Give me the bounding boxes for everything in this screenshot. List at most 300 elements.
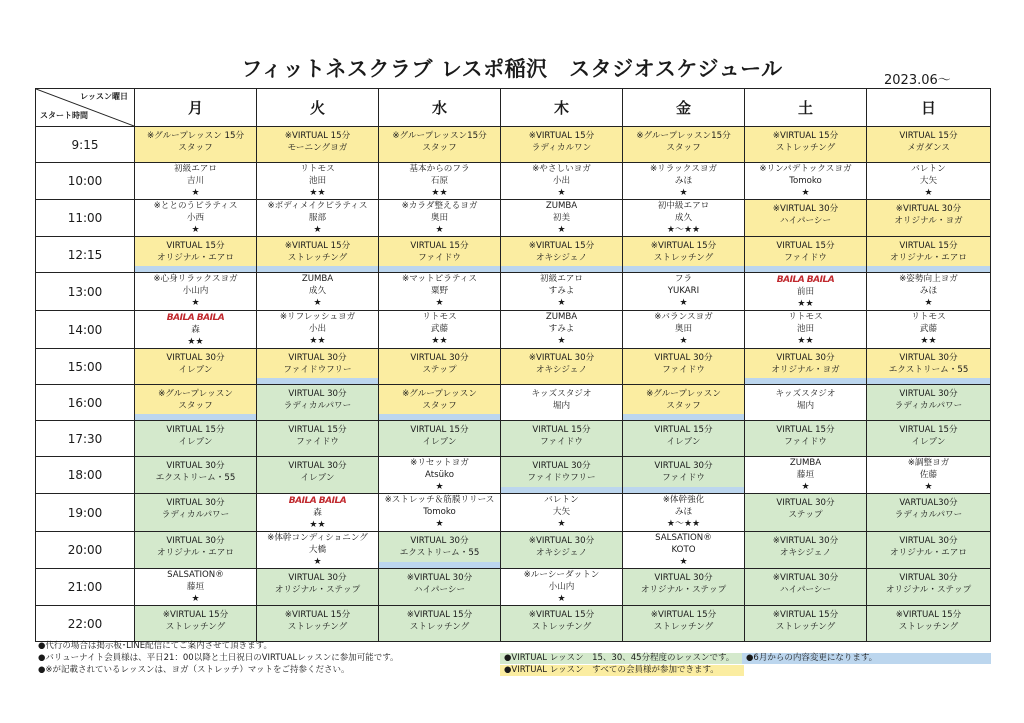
lesson-name: VIRTUAL 15分	[776, 425, 835, 435]
lesson-name: ※VIRTUAL 15分	[772, 610, 839, 620]
lesson-detail: オキシジェノ	[779, 548, 832, 558]
lesson-detail: 吉川	[186, 176, 205, 186]
schedule-row	[36, 385, 991, 421]
lesson-name: ※ととのうピラティス	[153, 201, 238, 211]
lesson-cell	[501, 127, 623, 163]
lesson-detail: オキシジェノ	[535, 253, 588, 263]
lesson-detail: ストレッチング	[165, 622, 226, 632]
lesson-name: ※VIRTUAL 30分	[528, 536, 595, 546]
lesson-name: ※体幹コンディショニング	[267, 533, 368, 543]
lesson-detail: ハイパーシー	[779, 216, 832, 226]
difficulty-stars: ★	[924, 482, 933, 492]
schedule-row	[36, 569, 991, 606]
lesson-detail: オリジナル・エアロ	[890, 548, 967, 558]
content-change-marker	[379, 414, 500, 420]
lesson-cell	[867, 532, 991, 569]
content-change-marker	[623, 414, 744, 420]
time-cell: 16:00	[36, 385, 135, 421]
lesson-detail: ハイパーシー	[779, 585, 832, 595]
lesson-cell	[745, 494, 867, 532]
legend-change: ●6月からの内容変更になります。	[742, 653, 991, 664]
lesson-name: ※姿勢向上ヨガ	[899, 274, 958, 284]
lesson-cell	[379, 311, 501, 349]
schedule-row	[36, 421, 991, 457]
legend-all-members: ●VIRTUAL レッスン すべての会員様が参加できます。	[500, 665, 744, 676]
lesson-detail: 奥田	[430, 213, 449, 223]
lesson-cell	[257, 237, 379, 273]
difficulty-stars: ★	[313, 557, 322, 567]
lesson-detail: ファイドウ	[540, 437, 583, 447]
lesson-cell	[501, 163, 623, 200]
lesson-name: VARTUAL30分	[899, 498, 958, 508]
lesson-cell	[379, 273, 501, 311]
content-change-marker	[623, 266, 744, 272]
difficulty-stars: ★★	[797, 336, 814, 346]
lesson-detail: 奥田	[674, 324, 693, 334]
lesson-cell	[501, 349, 623, 385]
lesson-name: VIRTUAL 15分	[654, 425, 713, 435]
lesson-name: ※VIRTUAL 15分	[528, 131, 595, 141]
lesson-cell	[623, 349, 745, 385]
difficulty-stars: ★	[924, 188, 933, 198]
lesson-detail: ファイドウ	[784, 253, 827, 263]
time-cell: 14:00	[36, 311, 135, 349]
lesson-name: ※VIRTUAL 15分	[284, 131, 351, 141]
lesson-cell	[501, 421, 623, 457]
lesson-detail: 堀内	[552, 401, 571, 411]
lesson-name: ※カラダ整えるヨガ	[401, 201, 478, 211]
schedule-row	[36, 606, 991, 642]
lesson-cell	[867, 127, 991, 163]
lesson-cell	[745, 569, 867, 606]
lesson-detail: エクストリーム・55	[155, 473, 236, 483]
lesson-detail: ファイドウ	[418, 253, 461, 263]
lesson-name: ※VIRTUAL 15分	[650, 610, 717, 620]
lesson-name: キッズスタジオ	[531, 389, 592, 399]
lesson-detail: ストレッチング	[653, 253, 714, 263]
time-cell: 22:00	[36, 606, 135, 642]
lesson-name: VIRTUAL 15分	[899, 131, 958, 141]
lesson-name: VIRTUAL 30分	[288, 389, 347, 399]
lesson-detail: 成久	[308, 286, 327, 296]
lesson-cell	[501, 606, 623, 642]
lesson-name: ※VIRTUAL 15分	[772, 131, 839, 141]
lesson-name: VIRTUAL 15分	[899, 425, 958, 435]
lesson-name: リトモス	[911, 312, 946, 322]
lesson-detail: 藤垣	[186, 582, 205, 592]
lesson-detail: 大矢	[552, 507, 571, 517]
lesson-detail: ファイドウ	[784, 437, 827, 447]
lesson-detail: ファイドウフリー	[527, 473, 596, 483]
lesson-detail: ラディカルパワー	[161, 510, 230, 520]
content-change-marker	[867, 266, 990, 272]
lesson-cell	[135, 494, 257, 532]
difficulty-stars: ★	[801, 482, 810, 492]
lesson-cell	[623, 494, 745, 532]
lesson-cell	[135, 127, 257, 163]
lesson-name: VIRTUAL 15分	[532, 425, 591, 435]
lesson-detail: ラディカルパワー	[283, 401, 352, 411]
difficulty-stars: ★	[191, 594, 200, 604]
lesson-detail: オリジナル・エアロ	[157, 253, 234, 263]
lesson-detail: 大矢	[919, 176, 938, 186]
lesson-detail: ステップ	[788, 510, 823, 520]
lesson-detail: ラディカルパワー	[894, 510, 963, 520]
lesson-name: ※VIRTUAL 30分	[772, 573, 839, 583]
lesson-name: ※やさしいヨガ	[532, 164, 591, 174]
lesson-detail: ストレッチング	[287, 622, 348, 632]
lesson-cell	[867, 349, 991, 385]
lesson-name: ※リラックスヨガ	[649, 164, 718, 174]
lesson-name: ※VIRTUAL 30分	[772, 204, 839, 214]
note-line: ●※が記載されているレッスンは、ヨガ（ストレッチ）マットをご持参ください。	[38, 665, 350, 675]
lesson-cell	[745, 273, 867, 311]
lesson-name: VIRTUAL 15分	[776, 241, 835, 251]
notes	[38, 640, 399, 676]
difficulty-stars: ★★	[309, 520, 326, 530]
lesson-cell	[501, 200, 623, 237]
lesson-cell	[379, 457, 501, 494]
lesson-cell	[257, 606, 379, 642]
lesson-name: リトモス	[300, 164, 335, 174]
lesson-cell	[135, 421, 257, 457]
lesson-detail: すみよ	[548, 286, 575, 296]
difficulty-stars: ★	[557, 225, 566, 235]
day-header: 日	[867, 89, 991, 127]
lesson-cell	[745, 237, 867, 273]
lesson-cell	[623, 457, 745, 494]
lesson-name: VIRTUAL 30分	[654, 353, 713, 363]
difficulty-stars: ★	[924, 298, 933, 308]
lesson-detail: イレブン	[178, 437, 213, 447]
time-cell: 11:00	[36, 200, 135, 237]
lesson-cell	[623, 606, 745, 642]
content-change-marker	[745, 378, 866, 384]
difficulty-stars: ★	[557, 594, 566, 604]
lesson-cell	[257, 421, 379, 457]
schedule-row	[36, 457, 991, 494]
lesson-name: 初級エアロ	[540, 274, 583, 284]
time-cell: 9:15	[36, 127, 135, 163]
difficulty-stars: ★	[679, 188, 688, 198]
lesson-cell	[379, 385, 501, 421]
lesson-detail: ステップ	[422, 365, 457, 375]
content-change-marker	[379, 562, 500, 568]
lesson-cell	[135, 200, 257, 237]
lesson-cell	[867, 237, 991, 273]
lesson-name: VIRTUAL 30分	[288, 353, 347, 363]
difficulty-stars: ★	[801, 188, 810, 198]
lesson-cell	[867, 200, 991, 237]
lesson-cell	[379, 421, 501, 457]
lesson-name: SALSATION®	[167, 570, 224, 580]
lesson-cell	[501, 385, 623, 421]
time-cell: 12:15	[36, 237, 135, 273]
baila-baila-logo: BAILA BAILA	[288, 496, 347, 506]
lesson-name: ※グループレッスン	[402, 389, 477, 399]
lesson-detail: ラディカルパワー	[894, 401, 963, 411]
lesson-name: ※グループレッスン15分	[392, 131, 487, 141]
lesson-detail: ラディカルワン	[531, 143, 592, 153]
lesson-detail: YUKARI	[667, 286, 700, 296]
lesson-cell	[623, 163, 745, 200]
lesson-detail: オリジナル・ステップ	[885, 585, 972, 595]
lesson-detail: オリジナル・ステップ	[640, 585, 727, 595]
lesson-detail: オリジナル・ステップ	[274, 585, 361, 595]
lesson-name: フラ	[674, 274, 693, 284]
difficulty-stars: ★	[679, 298, 688, 308]
content-change-marker	[257, 266, 378, 272]
difficulty-stars: ★	[557, 298, 566, 308]
lesson-cell	[257, 163, 379, 200]
lesson-detail: 小出	[552, 176, 571, 186]
lesson-detail: Atsüko	[425, 470, 454, 480]
schedule-row	[36, 494, 991, 532]
lesson-cell	[379, 532, 501, 569]
difficulty-stars: ★	[313, 225, 322, 235]
lesson-cell	[501, 311, 623, 349]
lesson-name: ※グループレッスン	[158, 389, 233, 399]
difficulty-stars: ★★	[309, 336, 326, 346]
lesson-detail: 小西	[186, 213, 205, 223]
lesson-detail: ファイドウ	[296, 437, 339, 447]
lesson-name: 初中級エアロ	[657, 201, 710, 211]
lesson-cell	[135, 163, 257, 200]
lesson-detail: オリジナル・ヨガ	[771, 365, 840, 375]
lesson-name: ※グループレッスン 15分	[146, 131, 245, 141]
lesson-name: リトモス	[788, 312, 823, 322]
difficulty-stars: ★	[435, 482, 444, 492]
lesson-name: ※リセットヨガ	[410, 458, 469, 468]
lesson-detail: イレブン	[178, 365, 213, 375]
lesson-cell	[257, 457, 379, 494]
lesson-detail: みほ	[919, 286, 938, 296]
lesson-name: ※VIRTUAL 15分	[162, 610, 229, 620]
lesson-detail: 小出	[308, 324, 327, 334]
lesson-name: VIRTUAL 30分	[288, 573, 347, 583]
difficulty-stars: ★～★★	[666, 225, 701, 235]
lesson-name: VIRTUAL 30分	[166, 536, 225, 546]
lesson-name: ※VIRTUAL 30分	[895, 204, 962, 214]
lesson-name: ※リフレッシュヨガ	[279, 312, 356, 322]
corner-cell	[36, 89, 135, 127]
lesson-name: VIRTUAL 30分	[166, 353, 225, 363]
lesson-name: ※VIRTUAL 30分	[406, 573, 473, 583]
lesson-cell	[501, 457, 623, 494]
lesson-detail: みほ	[674, 176, 693, 186]
lesson-cell	[623, 237, 745, 273]
time-cell: 20:00	[36, 532, 135, 569]
lesson-name: バレトン	[544, 495, 579, 505]
lesson-cell	[379, 163, 501, 200]
lesson-name: ※VIRTUAL 15分	[284, 610, 351, 620]
schedule-date: 2023.06～	[884, 73, 951, 88]
lesson-cell	[501, 569, 623, 606]
lesson-cell	[135, 349, 257, 385]
lesson-detail: オリジナル・エアロ	[157, 548, 234, 558]
day-header: 金	[623, 89, 745, 127]
difficulty-stars: ★	[191, 298, 200, 308]
lesson-detail: 武藤	[919, 324, 938, 334]
lesson-name: VIRTUAL 15分	[899, 241, 958, 251]
lesson-cell	[257, 532, 379, 569]
lesson-name: VIRTUAL 30分	[654, 461, 713, 471]
lesson-cell	[135, 273, 257, 311]
lesson-name: ※VIRTUAL 15分	[895, 610, 962, 620]
difficulty-stars: ★★	[187, 337, 204, 347]
lesson-detail: 服部	[308, 213, 327, 223]
lesson-detail: スタッフ	[422, 143, 457, 153]
lesson-cell	[745, 385, 867, 421]
lesson-cell	[379, 200, 501, 237]
lesson-cell	[379, 494, 501, 532]
lesson-name: VIRTUAL 15分	[410, 241, 469, 251]
difficulty-stars: ★～★★	[666, 519, 701, 529]
content-change-marker	[745, 266, 866, 272]
lesson-detail: 前田	[796, 287, 815, 297]
difficulty-stars: ★	[557, 336, 566, 346]
lesson-name: ※VIRTUAL 30分	[772, 536, 839, 546]
time-cell: 19:00	[36, 494, 135, 532]
schedule-row	[36, 532, 991, 569]
lesson-detail: 大橋	[308, 545, 327, 555]
lesson-detail: エクストリーム・55	[888, 365, 969, 375]
time-cell: 17:30	[36, 421, 135, 457]
difficulty-stars: ★	[435, 225, 444, 235]
lesson-cell	[501, 532, 623, 569]
lesson-cell	[867, 421, 991, 457]
lesson-name: ※体幹強化	[662, 495, 705, 505]
schedule-row	[36, 237, 991, 273]
lesson-name: VIRTUAL 15分	[166, 241, 225, 251]
difficulty-stars: ★	[557, 519, 566, 529]
content-change-marker	[501, 266, 622, 272]
lesson-cell	[867, 569, 991, 606]
lesson-cell	[501, 237, 623, 273]
time-cell: 10:00	[36, 163, 135, 200]
lesson-detail: ストレッチング	[409, 622, 470, 632]
lesson-cell	[257, 311, 379, 349]
lesson-cell	[257, 385, 379, 421]
difficulty-stars: ★	[557, 188, 566, 198]
lesson-detail: 池田	[796, 324, 815, 334]
lesson-cell	[623, 569, 745, 606]
lesson-detail: 石原	[430, 176, 449, 186]
difficulty-stars: ★★	[920, 336, 937, 346]
lesson-detail: エクストリーム・55	[399, 548, 480, 558]
lesson-detail: 佐藤	[919, 470, 938, 480]
lesson-cell	[745, 606, 867, 642]
lesson-cell	[745, 200, 867, 237]
lesson-name: VIRTUAL 15分	[288, 425, 347, 435]
lesson-cell	[745, 349, 867, 385]
day-header: 水	[379, 89, 501, 127]
lesson-cell	[135, 569, 257, 606]
lesson-name: ZUMBA	[789, 458, 822, 468]
content-change-marker	[379, 266, 500, 272]
difficulty-stars: ★	[191, 225, 200, 235]
page-title: フィットネスクラブ レスポ稲沢 スタジオスケジュール	[241, 57, 783, 81]
lesson-cell	[501, 494, 623, 532]
lesson-cell	[745, 311, 867, 349]
time-cell: 15:00	[36, 349, 135, 385]
lesson-cell	[623, 532, 745, 569]
lesson-name: 初級エアロ	[174, 164, 217, 174]
day-header: 火	[257, 89, 379, 127]
content-change-marker	[867, 378, 990, 384]
lesson-cell	[135, 457, 257, 494]
lesson-name: リトモス	[422, 312, 457, 322]
lesson-cell	[379, 349, 501, 385]
difficulty-stars: ★★	[309, 188, 326, 198]
lesson-cell	[135, 606, 257, 642]
lesson-name: VIRTUAL 30分	[776, 498, 835, 508]
lesson-name: ※調整ヨガ	[907, 458, 950, 468]
lesson-detail: 小山内	[548, 582, 575, 592]
lesson-cell	[867, 385, 991, 421]
lesson-detail: モーニングヨガ	[287, 143, 348, 153]
time-cell: 21:00	[36, 569, 135, 606]
lesson-cell	[745, 163, 867, 200]
lesson-detail: ハイパーシー	[413, 585, 466, 595]
difficulty-stars: ★★	[431, 188, 448, 198]
difficulty-stars: ★	[435, 298, 444, 308]
lesson-detail: イレブン	[911, 437, 946, 447]
lesson-detail: 成久	[674, 213, 693, 223]
lesson-name: ZUMBA	[545, 312, 578, 322]
lesson-cell	[623, 127, 745, 163]
lesson-name: ZUMBA	[545, 201, 578, 211]
lesson-cell	[745, 532, 867, 569]
lesson-cell	[745, 421, 867, 457]
time-cell: 13:00	[36, 273, 135, 311]
difficulty-stars: ★	[679, 557, 688, 567]
schedule-row	[36, 273, 991, 311]
content-change-marker	[135, 414, 256, 420]
lesson-detail: Tomoko	[423, 507, 456, 517]
lesson-detail: オキシジェノ	[535, 548, 588, 558]
lesson-detail: スタッフ	[666, 401, 701, 411]
lesson-detail: 藤垣	[796, 470, 815, 480]
lesson-detail: オリジナル・エアロ	[890, 253, 967, 263]
lesson-name: ZUMBA	[301, 274, 334, 284]
lesson-detail: KOTO	[671, 545, 696, 555]
difficulty-stars: ★★	[797, 299, 814, 309]
difficulty-stars: ★	[435, 519, 444, 529]
lesson-name: VIRTUAL 15分	[166, 425, 225, 435]
lesson-cell	[623, 200, 745, 237]
corner-day-label: レッスン曜日	[80, 92, 128, 101]
lesson-detail: ストレッチング	[287, 253, 348, 263]
lesson-detail: イレブン	[666, 437, 701, 447]
lesson-detail: ファイドウ	[662, 473, 705, 483]
day-header: 土	[745, 89, 867, 127]
lesson-detail: 堀内	[796, 401, 815, 411]
lesson-cell	[257, 569, 379, 606]
lesson-cell	[623, 273, 745, 311]
note-line: ●バリューナイト会員様は、平日21：00以降と土日祝日のVIRTUALレッスンに参加可能です。	[38, 653, 399, 663]
day-header: 木	[501, 89, 623, 127]
lesson-name: ※VIRTUAL 15分	[528, 241, 595, 251]
corner-time-label: スタート時間	[40, 111, 88, 120]
lesson-detail: イレブン	[422, 437, 457, 447]
lesson-cell	[379, 569, 501, 606]
lesson-cell	[745, 127, 867, 163]
lesson-cell	[623, 421, 745, 457]
lesson-name: VIRTUAL 30分	[776, 353, 835, 363]
lesson-name: VIRTUAL 30分	[410, 353, 469, 363]
lesson-detail: スタッフ	[666, 143, 701, 153]
